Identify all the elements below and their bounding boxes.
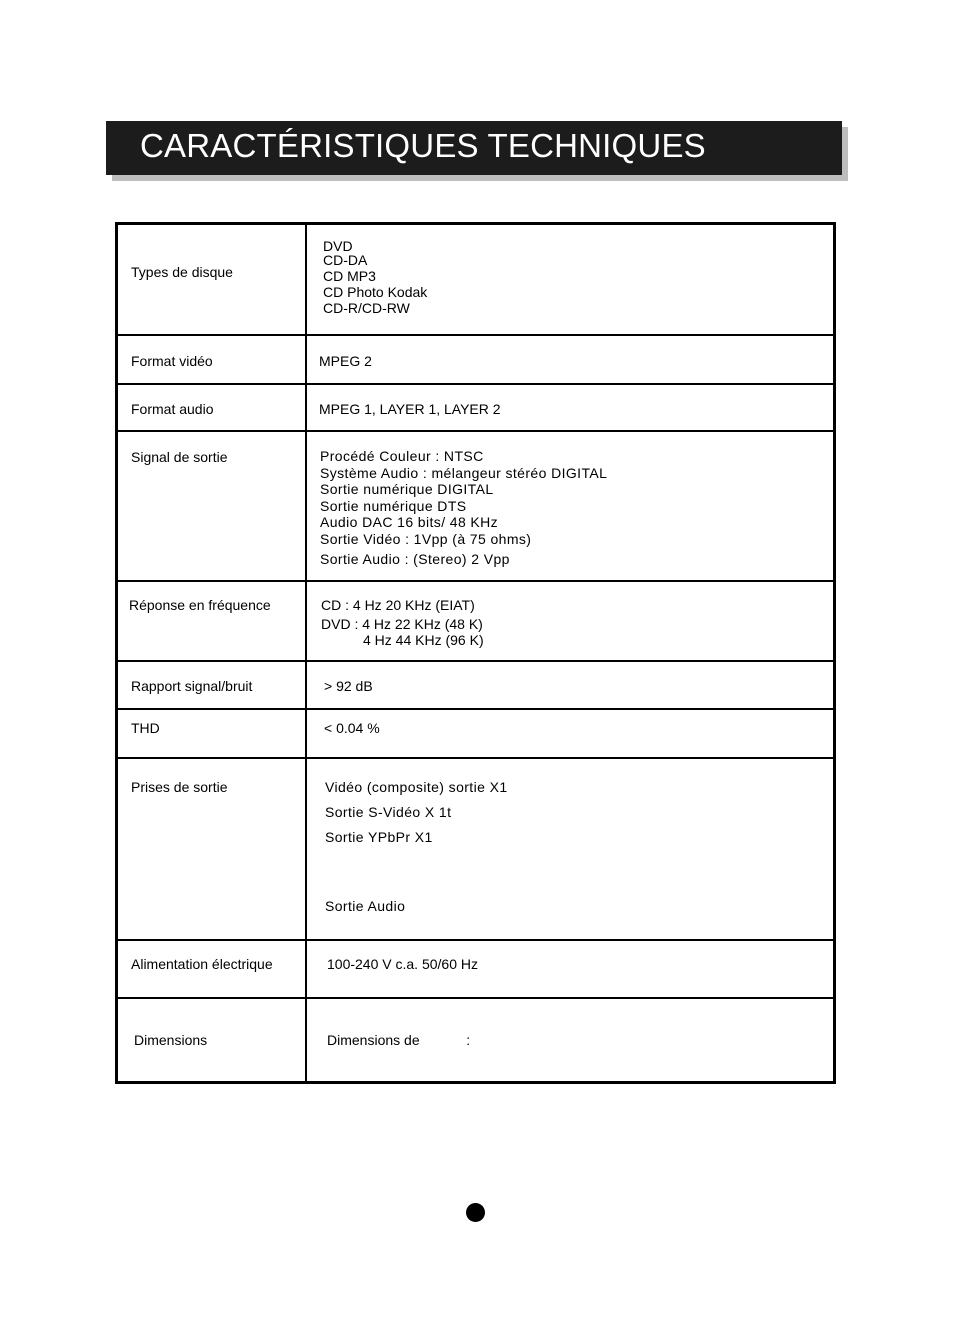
row-value: DVD [323, 238, 353, 254]
table-row-audio-format [118, 385, 833, 432]
page-title: CARACTÉRISTIQUES TECHNIQUES [140, 127, 706, 164]
row-value: Vidéo (composite) sortie X1 [325, 779, 508, 795]
row-value: 100-240 V c.a. 50/60 Hz [327, 956, 478, 972]
spec-table [115, 222, 836, 1084]
row-value: CD-R/CD-RW [323, 300, 410, 316]
row-value: CD MP3 [323, 268, 376, 284]
table-row-frequency-response [118, 582, 833, 662]
row-value: CD-DA [323, 252, 368, 268]
row-value: 4 Hz 44 KHz (96 K) [363, 632, 484, 648]
row-value: Sortie numérique DTS [320, 498, 467, 514]
row-label: Prises de sortie [131, 779, 228, 795]
table-row-disc-types [118, 225, 833, 336]
row-value: Audio DAC 16 bits/ 48 KHz [320, 514, 499, 530]
table-row-output-signal [118, 432, 833, 582]
row-value: Sortie Audio [325, 898, 406, 914]
row-value: CD Photo Kodak [323, 284, 428, 300]
row-value: Sortie numérique DIGITAL [320, 481, 494, 497]
row-label: Réponse en fréquence [129, 597, 271, 613]
row-label: Alimentation électrique [131, 956, 273, 972]
row-value: DVD : 4 Hz 22 KHz (48 K) [321, 616, 483, 632]
row-label: Rapport signal/bruit [131, 678, 253, 694]
table-row-dimensions [118, 999, 833, 1081]
row-value: Sortie Audio : (Stereo) 2 Vpp [320, 551, 510, 567]
row-value: CD : 4 Hz 20 KHz (EIAT) [321, 597, 475, 613]
page-marker-dot [466, 1203, 485, 1222]
row-value: < 0.04 % [324, 720, 380, 736]
table-row-power-supply [118, 941, 833, 999]
row-value: Dimensions de : [327, 1032, 471, 1048]
row-label: Signal de sortie [131, 449, 228, 465]
row-value: Système Audio : mélangeur stéréo DIGITAL [320, 465, 608, 481]
row-label: Format audio [131, 401, 214, 417]
row-label: Types de disque [131, 264, 233, 280]
row-value: MPEG 1, LAYER 1, LAYER 2 [319, 401, 501, 417]
title-banner [106, 121, 842, 175]
table-row-video-format [118, 336, 833, 385]
table-row-signal-noise [118, 662, 833, 710]
row-label: Dimensions [134, 1032, 208, 1048]
row-value: Procédé Couleur : NTSC [320, 448, 484, 464]
row-value: Sortie S-Vidéo X 1t [325, 804, 452, 820]
row-value: MPEG 2 [319, 353, 372, 369]
row-value: Sortie Vidéo : 1Vpp (à 75 ohms) [320, 531, 532, 547]
row-label: Format vidéo [131, 353, 213, 369]
row-value: Sortie YPbPr X1 [325, 829, 433, 845]
table-row-thd [118, 710, 833, 759]
row-value: > 92 dB [324, 678, 373, 694]
row-label: THD [131, 720, 160, 736]
table-row-output-jacks [118, 759, 833, 941]
